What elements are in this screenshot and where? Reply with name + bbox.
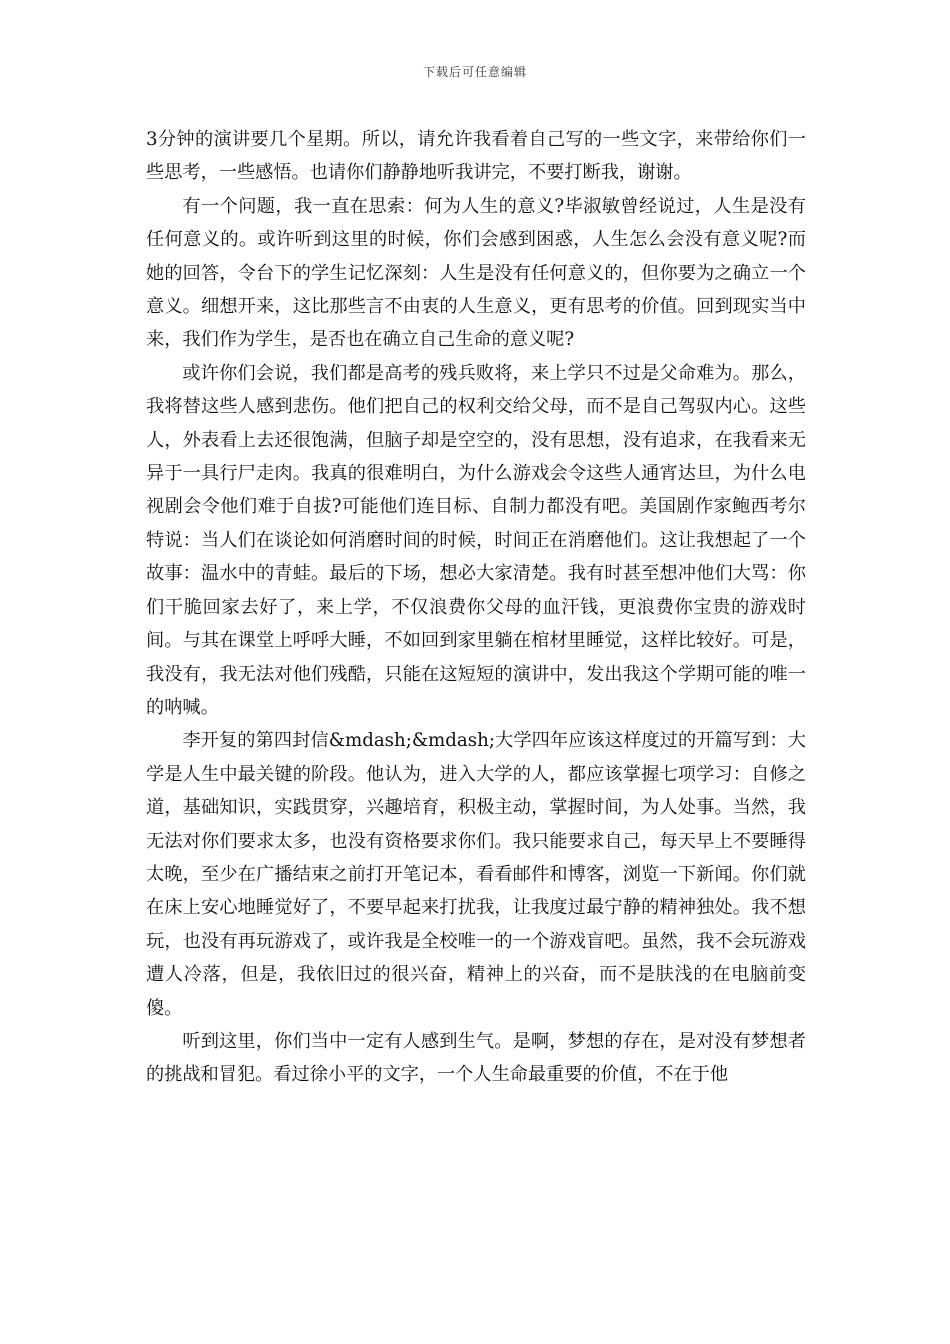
paragraph-5: 听到这里，你们当中一定有人感到生气。是啊，梦想的存在，是对没有梦想者的挑战和冒犯。看过徐小平的文字，一个人生命最重要的价值，不在于他 [146,1030,806,1086]
document-body [146,123,806,1092]
paragraph-4: 李开复的第四封信&mdash;&mdash;大学四年应该这样度过的开篇写到：大学是人生中最关键的阶段。他认为，进入大学的人，都应该掌握七项学习：自修之道，基础知识，实践贯穿，兴趣培育，积极主动，掌握时间，为人处事。当然，我无法对你们要求太多，也没有资格要求你们。我只能要求自己，每天早上不要睡得太晚，至少在广播结束之前打开笔记本，看看邮件和博客，浏览一下新闻。你们就在床上安心地睡觉好了，不要早起来打扰我，让我度过最宁静的精神独处。我不想玩，也没有再玩游戏了，或许我是全校唯一的一个游戏盲吧。虽然，我不会玩游戏遭人冷落，但是，我依旧过的很兴奋，精神上的兴奋，而不是肤浅的在电脑前变傻。 [146,730,806,1019]
page-header-note: 下载后可任意编辑 [422,65,527,79]
paragraph-2: 有一个问题，我一直在思索：何为人生的意义?毕淑敏曾经说过，人生是没有任何意义的。或许听到这里的时候，你们会感到困惑，人生怎么会没有意义呢?而她的回答，令台下的学生记忆深刻：人生是没有任何意义的，但你要为之确立一个意义。细想开来，这比那些言不由衷的人生意义，更有思考的价值。回到现实当中来，我们作为学生，是否也在确立自己生命的意义呢? [146,195,806,351]
paragraph-1: 3分钟的演讲要几个星期。所以，请允许我看着自己写的一些文字，来带给你们一些思考，一些感悟。也请你们静静地听我讲完，不要打断我，谢谢。 [146,129,806,184]
paragraph-3: 或许你们会说，我们都是高考的残兵败将，来上学只不过是父命难为。那么，我将替这些人感到悲伤。他们把自己的权利交给父母，而不是自己驾驭内心。这些人，外表看上去还很饱满，但脑子却是空空的，没有思想，没有追求，在我看来无异于一具行尸走肉。我真的很难明白，为什么游戏会令这些人通宵达旦，为什么电视剧会令他们难于自拔?可能他们连目标、自制力都没有吧。美国剧作家鲍西考尔特说：当人们在谈论如何消磨时间的时候，时间正在消磨他们。这让我想起了一个故事：温水中的青蛙。最后的下场，想必大家清楚。我有时甚至想冲他们大骂：你们干脆回家去好了，来上学，不仅浪费你父母的血汗钱，更浪费你宝贵的游戏时间。与其在课堂上呼呼大睡，不如回到家里躺在棺材里睡觉，这样比较好。可是，我没有，我无法对他们残酷，只能在这短短的演讲中，发出我这个学期可能的唯一的呐喊。 [146,362,806,718]
